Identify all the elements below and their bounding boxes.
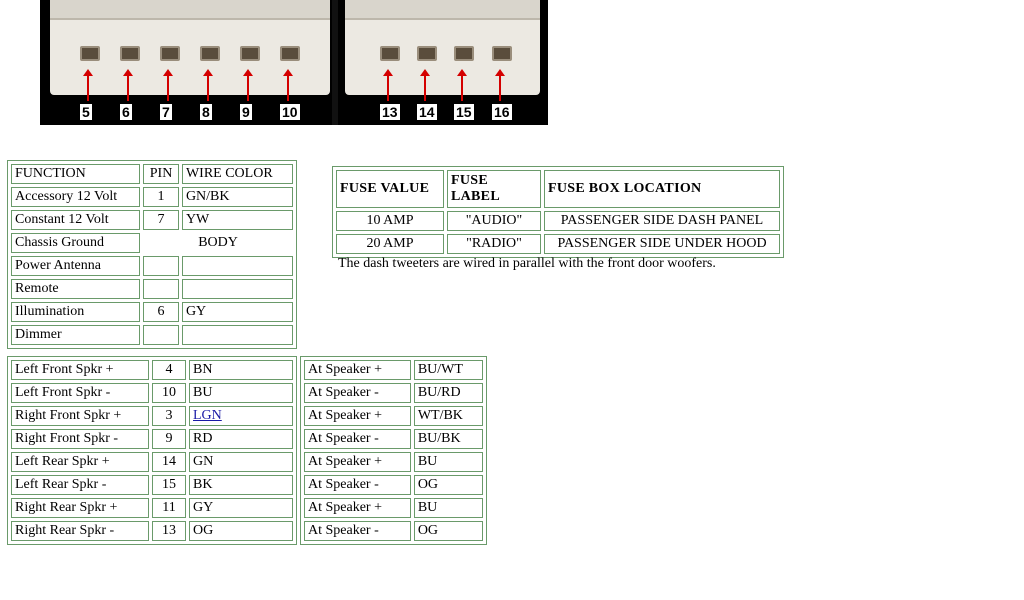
at-speaker-wire-cell: BU/BK	[414, 429, 483, 449]
pin-number-label: 16	[491, 103, 513, 121]
at-speaker-wire-cell: BU	[414, 498, 483, 518]
at-speaker-label-cell: At Speaker -	[304, 383, 411, 403]
pin-cavity	[280, 46, 300, 61]
pin-arrow	[424, 75, 426, 101]
table-row	[11, 325, 293, 345]
speaker-function-cell: Right Rear Spkr +	[11, 498, 149, 518]
header-function: FUNCTION	[11, 164, 140, 184]
pin-arrow	[247, 75, 249, 101]
wire-color-cell	[189, 406, 293, 426]
pin-cell: 4	[152, 360, 186, 380]
pin-cell: 7	[143, 210, 179, 230]
function-cell: Power Antenna	[11, 256, 140, 276]
wire-color-cell: BN	[189, 360, 293, 380]
function-cell: Illumination	[11, 302, 140, 322]
pin-cell	[143, 279, 179, 299]
table-row	[304, 521, 483, 541]
pin-cell: 9	[152, 429, 186, 449]
function-cell: Accessory 12 Volt	[11, 187, 140, 207]
at-speaker-wire-cell: BU/WT	[414, 360, 483, 380]
wire-color-link[interactable]: LGN	[193, 408, 222, 423]
pin-number-label: 5	[79, 103, 93, 121]
header-fuse-value: FUSE VALUE	[336, 170, 444, 208]
pin-number-label: 7	[159, 103, 173, 121]
table-row	[11, 279, 293, 299]
table-row	[304, 475, 483, 495]
at-speaker-table	[300, 356, 487, 545]
wire-color-cell: GY	[189, 498, 293, 518]
table-row	[304, 498, 483, 518]
table-row	[11, 383, 293, 403]
table-row	[11, 452, 293, 472]
pin-cell: 3	[152, 406, 186, 426]
table-row	[11, 302, 293, 322]
pin-arrow	[167, 75, 169, 101]
at-speaker-label-cell: At Speaker +	[304, 360, 411, 380]
speaker-function-cell: Left Front Spkr +	[11, 360, 149, 380]
wire-color-cell: YW	[182, 210, 293, 230]
pin-cavity	[80, 46, 100, 61]
pin-cavity	[200, 46, 220, 61]
fuse-location-cell: PASSENGER SIDE UNDER HOOD	[544, 234, 780, 254]
wire-color-cell: BU	[189, 383, 293, 403]
pin-cell	[143, 256, 179, 276]
table-row	[11, 187, 293, 207]
wire-color-cell: GN/BK	[182, 187, 293, 207]
tweeter-note: The dash tweeters are wired in parallel with the front door woofers.	[338, 256, 716, 271]
speaker-function-cell: Left Rear Spkr +	[11, 452, 149, 472]
function-pin-table	[7, 160, 297, 349]
pin-number-label: 14	[416, 103, 438, 121]
at-speaker-label-cell: At Speaker +	[304, 406, 411, 426]
wire-color-cell: GY	[182, 302, 293, 322]
pin-number-label: 13	[379, 103, 401, 121]
pin-cavity	[417, 46, 437, 61]
function-cell: Constant 12 Volt	[11, 210, 140, 230]
pin-cavity	[492, 46, 512, 61]
pin-arrow	[287, 75, 289, 101]
wire-color-cell	[182, 256, 293, 276]
pin-number-label: 15	[453, 103, 475, 121]
pin-cavity	[240, 46, 260, 61]
table-row	[11, 475, 293, 495]
pin-cell: 15	[152, 475, 186, 495]
speaker-function-cell: Right Rear Spkr -	[11, 521, 149, 541]
pin-cavity	[380, 46, 400, 61]
pin-arrow	[461, 75, 463, 101]
pin-cell: 6	[143, 302, 179, 322]
table-row	[11, 498, 293, 518]
pin-cell	[143, 325, 179, 345]
fuse-value-cell: 10 AMP	[336, 211, 444, 231]
speaker-function-cell: Left Front Spkr -	[11, 383, 149, 403]
connector-photo	[40, 0, 548, 125]
at-speaker-wire-cell: BU/RD	[414, 383, 483, 403]
table-row	[11, 406, 293, 426]
wire-color-cell	[182, 279, 293, 299]
pin-cell: 10	[152, 383, 186, 403]
pin-cavity	[160, 46, 180, 61]
table-row	[304, 429, 483, 449]
speaker-function-cell: Left Rear Spkr -	[11, 475, 149, 495]
pin-number-label: 9	[239, 103, 253, 121]
pin-number-label: 8	[199, 103, 213, 121]
at-speaker-label-cell: At Speaker -	[304, 429, 411, 449]
header-wire-color: WIRE COLOR	[182, 164, 293, 184]
pin-arrow	[87, 75, 89, 101]
at-speaker-label-cell: At Speaker +	[304, 452, 411, 472]
pin-arrow	[207, 75, 209, 101]
wire-color-cell: BK	[189, 475, 293, 495]
at-speaker-label-cell: At Speaker -	[304, 475, 411, 495]
table-row	[11, 210, 293, 230]
at-speaker-label-cell: At Speaker -	[304, 521, 411, 541]
header-fuse-location: FUSE BOX LOCATION	[544, 170, 780, 208]
at-speaker-wire-cell: OG	[414, 521, 483, 541]
function-cell: Chassis Ground	[11, 233, 140, 253]
pin-cell: 14	[152, 452, 186, 472]
table-row	[304, 360, 483, 380]
wire-color-cell: BODY	[198, 235, 238, 250]
at-speaker-label-cell: At Speaker +	[304, 498, 411, 518]
pin-cell: 1	[143, 187, 179, 207]
fuse-table-header	[336, 170, 780, 208]
fuse-location-cell: PASSENGER SIDE DASH PANEL	[544, 211, 780, 231]
at-speaker-wire-cell: WT/BK	[414, 406, 483, 426]
speaker-function-cell: Right Front Spkr +	[11, 406, 149, 426]
pin-cavity	[120, 46, 140, 61]
function-cell: Remote	[11, 279, 140, 299]
header-fuse-label: FUSE LABEL	[447, 170, 541, 208]
pin-cavity	[454, 46, 474, 61]
pin-arrow	[499, 75, 501, 101]
pin-cell: 11	[152, 498, 186, 518]
table-row	[336, 211, 780, 231]
header-pin: PIN	[143, 164, 179, 184]
function-cell: Dimmer	[11, 325, 140, 345]
table-row	[304, 406, 483, 426]
table-row	[11, 360, 293, 380]
wire-color-cell	[182, 325, 293, 345]
at-speaker-wire-cell: BU	[414, 452, 483, 472]
pin-number-label: 6	[119, 103, 133, 121]
wire-color-cell: RD	[189, 429, 293, 449]
fuse-table	[332, 166, 784, 258]
table-row	[11, 233, 293, 253]
table-row	[11, 521, 293, 541]
fuse-label-cell: "RADIO"	[447, 234, 541, 254]
fuse-label-cell: "AUDIO"	[447, 211, 541, 231]
pin-arrow	[127, 75, 129, 101]
wire-color-cell: GN	[189, 452, 293, 472]
fuse-value-cell: 20 AMP	[336, 234, 444, 254]
speaker-function-cell: Right Front Spkr -	[11, 429, 149, 449]
connector-divider	[332, 0, 338, 125]
pin-number-label: 10	[279, 103, 301, 121]
table-row	[11, 256, 293, 276]
table-row	[11, 429, 293, 449]
at-speaker-wire-cell: OG	[414, 475, 483, 495]
pin-arrow	[387, 75, 389, 101]
pin-cell: 13	[152, 521, 186, 541]
function-table-header	[11, 164, 293, 184]
speaker-pin-table	[7, 356, 297, 545]
table-row	[304, 383, 483, 403]
table-row	[336, 234, 780, 254]
wire-color-cell: OG	[189, 521, 293, 541]
table-row	[304, 452, 483, 472]
